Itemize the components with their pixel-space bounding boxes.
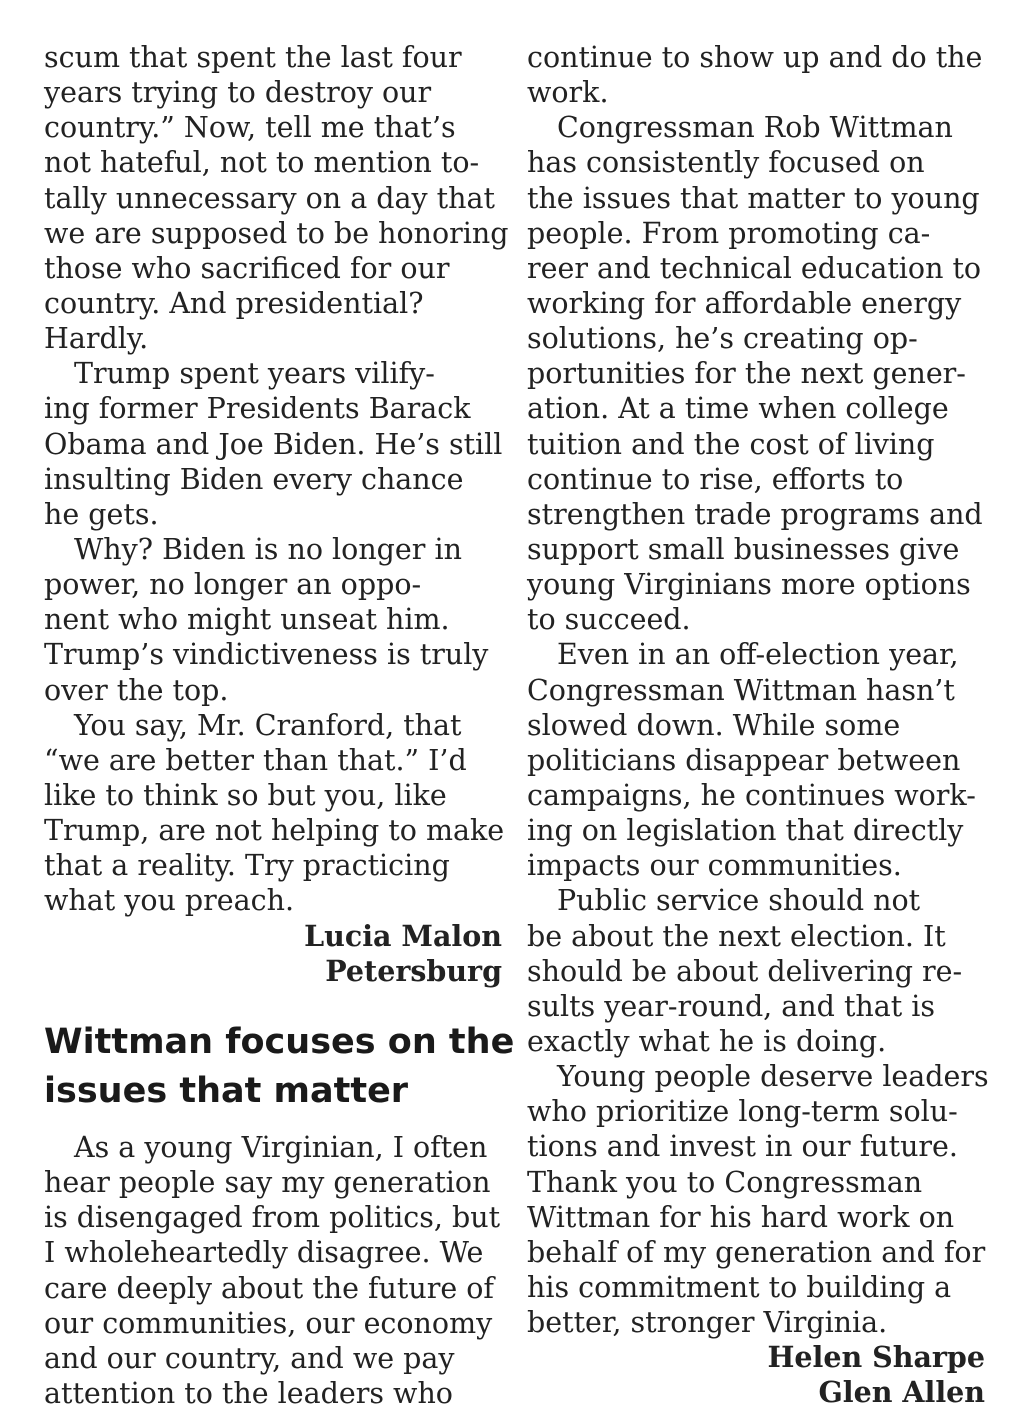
text-line: years trying to destroy our <box>44 76 432 110</box>
text-line: continue to rise, efforts to <box>527 462 904 496</box>
text-line: strengthen trade programs and <box>527 497 983 531</box>
text-line: support small businesses give <box>527 532 960 566</box>
text-line: ation. At a time when college <box>527 392 949 426</box>
text-line: insulting Biden every chance <box>44 462 464 496</box>
headline-line-1: Wittman focuses on the <box>44 1022 515 1062</box>
text-line: care deeply about the future of <box>44 1271 494 1305</box>
text-line: I wholeheartedly disagree. We <box>44 1236 484 1270</box>
left-column-top <box>44 40 509 989</box>
text-line: what you preach. <box>44 884 295 918</box>
text-line: attention to the leaders who <box>44 1376 453 1410</box>
text-line: behalf of my generation and for <box>527 1235 986 1269</box>
text-line: over the top. <box>44 673 229 707</box>
text-line: people. From promoting ca- <box>527 216 931 250</box>
headline-line-2: issues that matter <box>44 1071 409 1111</box>
text-line: country.” Now, tell me that’s <box>44 111 456 145</box>
text-line: working for affordable energy <box>527 286 962 320</box>
letter-body-lucia-malon <box>44 40 509 919</box>
text-line: country. And presidential? <box>44 286 424 320</box>
signature-place: Petersburg <box>325 953 502 988</box>
text-line: young Virginians more options <box>527 568 971 602</box>
signature-name: Lucia Malon <box>304 918 502 953</box>
text-line: has consistently focused on <box>527 146 925 180</box>
text-line: is disengaged from politics, but <box>44 1201 501 1235</box>
text-line: power, no longer an oppo- <box>44 568 422 602</box>
text-line: Why? Biden is no longer in <box>74 532 462 566</box>
text-line: Even in an off-election year, <box>557 638 959 672</box>
text-line: Young people deserve leaders <box>557 1060 989 1094</box>
text-line: sults year-round, and that is <box>527 989 936 1023</box>
text-line: he gets. <box>44 497 159 531</box>
text-line: nent who might unseat him. <box>44 603 450 637</box>
text-line: tuition and the cost of living <box>527 427 935 461</box>
text-line: slowed down. While some <box>527 708 901 742</box>
text-line: the issues that matter to young <box>527 181 980 215</box>
text-line: reer and technical education to <box>527 251 982 285</box>
text-line: impacts our communities. <box>527 849 902 883</box>
text-line: we are supposed to be honoring <box>44 216 509 250</box>
text-line: better, stronger Virginia. <box>527 1306 888 1340</box>
text-line: that a reality. Try practicing <box>44 849 450 883</box>
text-line: Public service should not <box>557 884 921 918</box>
text-line: Congressman Wittman hasn’t <box>527 673 955 707</box>
signature-name: Helen Sharpe <box>767 1340 985 1375</box>
text-line: exactly what he is doing. <box>527 1024 887 1058</box>
text-line: politicians disappear between <box>527 743 961 777</box>
letter-body-helen-sharpe-continued <box>527 40 989 1340</box>
text-line: You say, Mr. Cranford, that <box>74 708 462 742</box>
text-line: Wittman for his hard work on <box>527 1200 955 1234</box>
text-line: ing former Presidents Barack <box>44 392 471 426</box>
text-line: As a young Virginian, I often <box>74 1131 488 1164</box>
text-line: Trump, are not helping to make <box>44 814 505 848</box>
text-line: be about the next election. It <box>527 919 946 953</box>
text-line: solutions, he’s creating op- <box>527 322 918 356</box>
text-line: who prioritize long-term solu- <box>527 1095 958 1129</box>
text-line: those who sacrificed for our <box>44 251 450 285</box>
text-line: our communities, our economy <box>44 1306 493 1340</box>
left-column-bottom <box>44 1130 502 1411</box>
text-line: Thank you to Congressman <box>527 1165 923 1199</box>
right-column <box>527 40 989 1410</box>
signature-place: Glen Allen <box>818 1375 985 1410</box>
text-line: tions and invest in our future. <box>527 1130 958 1164</box>
text-line: work. <box>527 76 609 110</box>
text-line: not hateful, not to mention to- <box>44 146 480 180</box>
text-line: and our country, and we pay <box>44 1341 455 1375</box>
text-line: tally unnecessary on a day that <box>44 181 495 215</box>
text-line: Hardly. <box>44 322 149 356</box>
text-line: campaigns, he continues work- <box>527 778 976 812</box>
text-line: ing on legislation that directly <box>527 814 964 848</box>
text-line: Congressman Rob Wittman <box>557 111 953 145</box>
text-line: continue to show up and do the <box>527 41 983 74</box>
text-line: “we are better than that.” I’d <box>44 743 467 777</box>
text-line: Obama and Joe Biden. He’s still <box>44 427 503 461</box>
text-line: should be about delivering re- <box>527 954 963 988</box>
letter-body-helen-sharpe-start <box>44 1130 502 1411</box>
text-line: Trump’s vindictiveness is truly <box>44 638 489 672</box>
text-line: his commitment to building a <box>527 1270 952 1304</box>
text-line: hear people say my generation <box>44 1166 491 1200</box>
text-line: Trump spent years vilify- <box>74 357 435 391</box>
text-line: like to think so but you, like <box>44 778 447 812</box>
letter-headline <box>44 1018 515 1116</box>
text-line: portunities for the next gener- <box>527 357 966 391</box>
text-line: scum that spent the last four <box>44 41 462 74</box>
text-line: to succeed. <box>527 603 691 637</box>
